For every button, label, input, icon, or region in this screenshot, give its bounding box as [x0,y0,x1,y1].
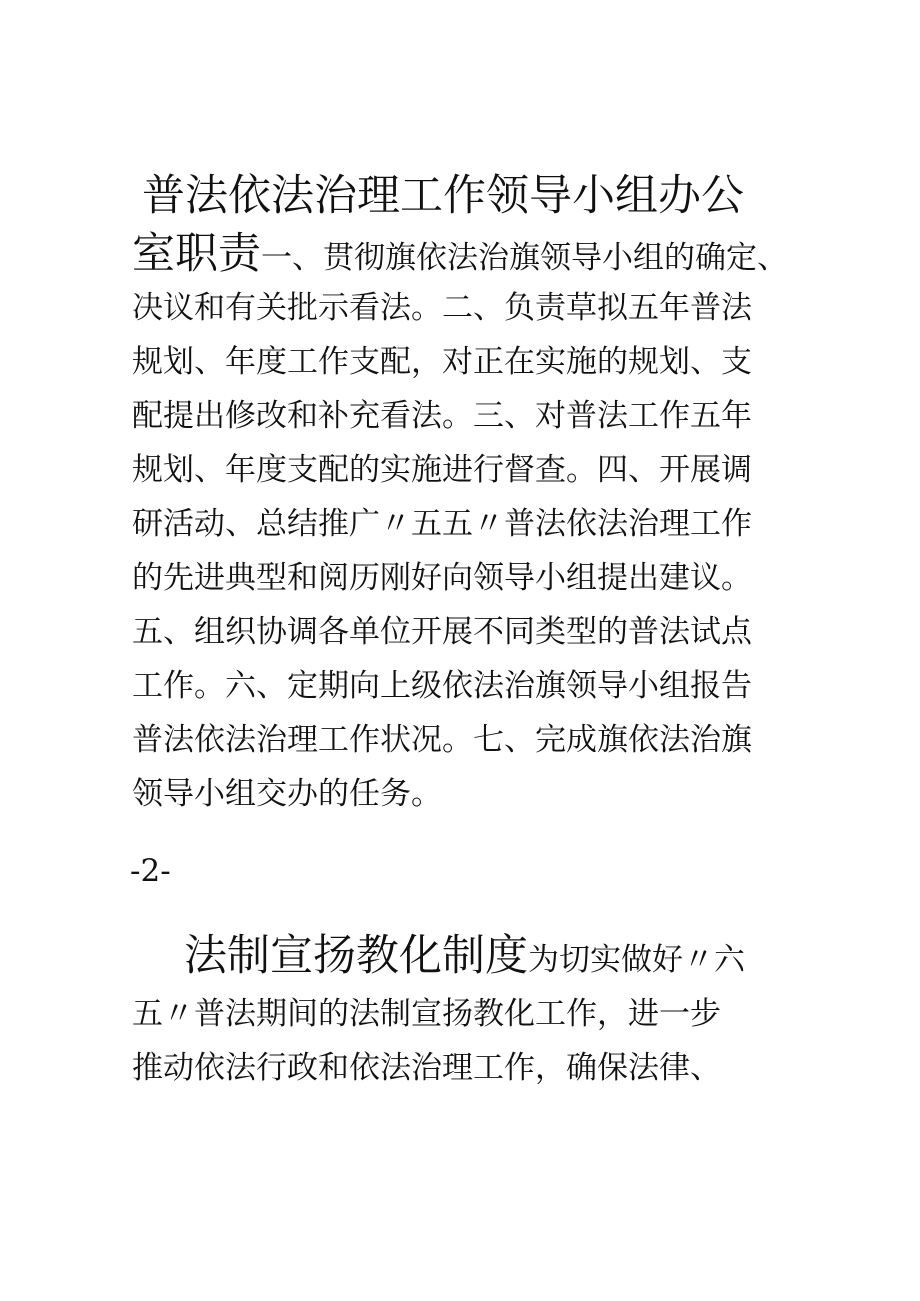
leadership-office-duties-section [132,165,788,821]
education-section-title: 法制宣扬教化制度 [184,931,528,981]
education-text-line-1: 为切实做好〃六 [528,942,745,978]
section-title-continuation: 室职责 [132,229,261,279]
section-title-line-2 [132,227,788,281]
duty-text-line-5: 规划、年度支配的实施进行督查。四、开展调 [132,452,752,488]
section-title-line-1 [132,165,782,227]
education-text-line-3: 推动依法行政和依法治理工作，确保法律、 [132,1050,721,1086]
duty-text-line-9: 工作。六、定期向上级依法治旗领导小组报告 [132,668,752,704]
page-number: -2- [130,853,171,889]
duty-text-line-3: 规划、年度工作支配，对正在实施的规划、支 [132,344,752,380]
duty-text-line-6: 研活动、总结推广〃五五〃普法依法治理工作 [132,506,752,542]
duty-text-line-1: 一、贯彻旗依法治旗领导小组的确定、 [261,240,788,276]
duty-text-line-11: 领导小组交办的任务。 [132,776,442,812]
duty-text-line-10: 普法依法治理工作状况。七、完成旗依法治旗 [132,722,752,758]
education-text-line-2: 五〃普法期间的法制宣扬教化工作，进一步 [132,996,721,1032]
legal-education-system-section [132,925,782,1095]
duty-text-line-2: 决议和有关批示看法。二、负责草拟五年普法 [132,290,752,326]
duty-text-line-7: 的先进典型和阅历刚好向领导小组提出建议。 [132,560,752,596]
duty-text-line-4: 配提出修改和补充看法。三、对普法工作五年 [132,398,752,434]
education-section-title-line [132,925,782,987]
section-title-text: 普法依法治理工作领导小组办公 [142,171,744,221]
duty-text-line-8: 五、组织协调各单位开展不同类型的普法试点 [132,614,752,650]
